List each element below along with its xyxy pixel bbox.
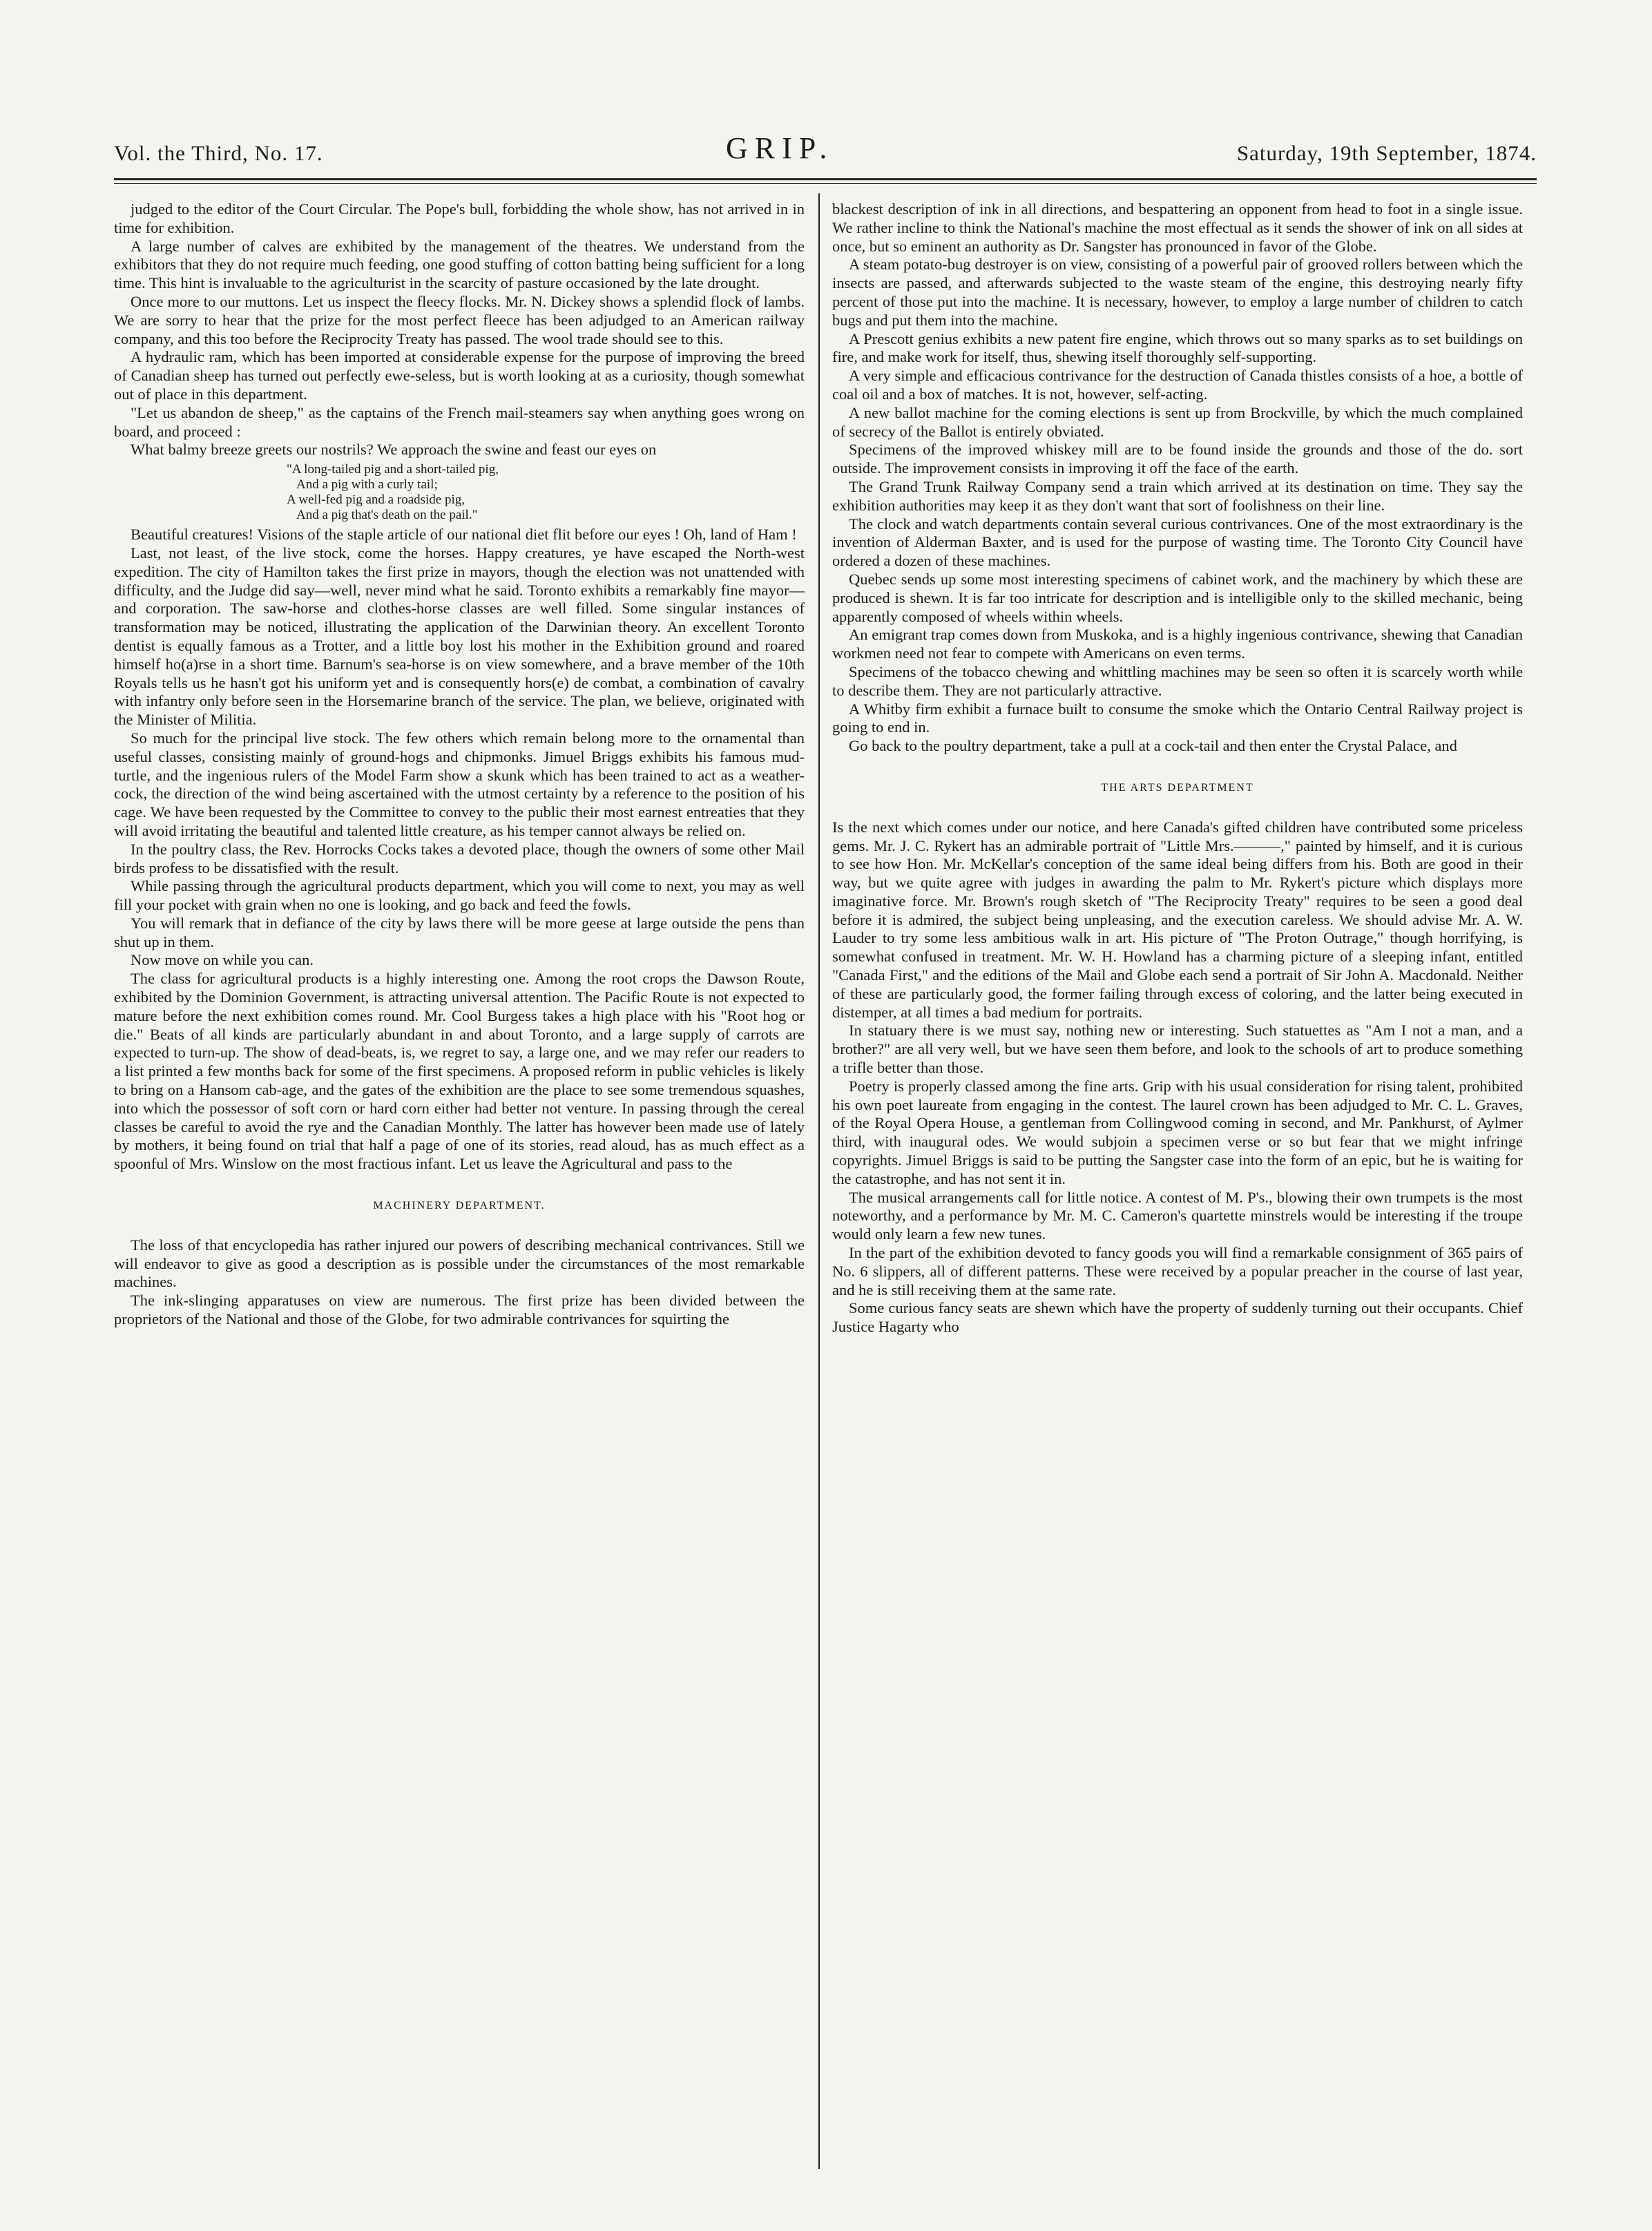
header-rule-thick [114, 178, 1537, 180]
paragraph: The loss of that encyclopedia has rather injured our powers of describing mechanical contrivances. Still we will endeavor to give as good a description as is possible under the circumstances of the most remarkable machines. [114, 1236, 805, 1291]
paragraph: Now move on while you can. [131, 951, 314, 969]
paragraph: Once more to our muttons. Let us inspect the fleecy flocks. Mr. N. Dickey shows a splendid flock of lambs. We are sorry to hear that the prize for the most perfect fleece has been adjudged to an American railway company, and this too before the Reciprocity Treaty has passed. The wool trade should see to this. [114, 292, 805, 347]
left-column [114, 200, 805, 2169]
column-divider [818, 193, 820, 2169]
paragraph: Poetry is properly classed among the fine arts. Grip with his usual consideration for rising talent, prohibited his own poet laureate from engaging in the contest. The laurel crown has been adjudged to Mr. C. L. Graves, of the Royal Opera House, a gentleman from Collingwood coming in second, and Mr. Pankhurst, of Aylmer third, with inaugural odes. We would subjoin a specimen verse or so but fear that we might infringe copyrights. Jimuel Briggs is said to be putting the Sangster case into the form of an epic, but he is waiting for the catastrophe, and has not sent it in. [832, 1077, 1523, 1187]
paragraph: Beautiful creatures! Visions of the staple article of our national diet flit before our eyes ! Oh, land of Ham ! [131, 526, 797, 544]
paragraph: A very simple and efficacious contrivance for the destruction of Canada thistles consists of a hoe, a bottle of coal oil and a box of matches. It is not, however, self-acting. [832, 367, 1523, 403]
publication-title: GRIP. [726, 131, 834, 165]
paragraph: A Prescott genius exhibits a new patent fire engine, which throws out so many sparks as to set buildings on fire, and make work for itself, thus, shewing itself thoroughly self-supporting. [832, 329, 1523, 366]
issue-date: Saturday, 19th September, 1874. [1236, 141, 1537, 165]
masthead [114, 124, 1537, 166]
paragraph: The musical arrangements call for little notice. A contest of M. P's., blowing their own trumpets is the most noteworthy, and a performance by Mr. M. C. Cameron's quartette minstrels would be interesting if the troupe would only learn a few new tunes. [832, 1188, 1523, 1243]
volume-number: Vol. the Third, No. 17. [114, 141, 323, 165]
paragraph: An emigrant trap comes down from Muskoka, and is a highly ingenious contrivance, shewing that Canadian workmen need not fear to compete with Americans on even terms. [832, 626, 1523, 662]
right-column [832, 200, 1523, 2169]
paragraph: In the part of the exhibition devoted to fancy goods you will find a remarkable consignment of 365 pairs of No. 6 slippers, all of different patterns. These were received by a popular preacher in the course of last year, and he is still receiving them at the same rate. [832, 1244, 1523, 1299]
paragraph: A steam potato-bug destroyer is on view, consisting of a powerful pair of grooved rollers between which the insects are passed, and afterwards subjected to the waste steam of the engine, this destroying nearly fifty percent of those put into the machine. It is necessary, however, to employ a large number of children to catch bugs and put them into the machine. [832, 256, 1523, 329]
paragraph: blackest description of ink in all directions, and bespattering an opponent from head to foot in a single issue. We rather incline to think the National's machine the most effectual as it sends the shower of ink on all sides at once, but so eminent an authority as Dr. Sangster has pronounced in favor of the Globe. [832, 200, 1523, 255]
paragraph: Some curious fancy seats are shewn which have the property of suddenly turning out their occupants. Chief Justice Hagarty who [832, 1299, 1523, 1336]
paragraph: While passing through the agricultural products department, which you will come to next, you may as well fill your pocket with grain when no one is looking, and go back and feed the fowls. [114, 877, 805, 914]
paragraph: A large number of calves are exhibited by the management of the theatres. We understand from the exhibitors that they do not require much feeding, one good stuffing of cotton batting being sufficient for a long time. This hint is invaluable to the agriculturist in the scarcity of pasture occasioned by the late drought. [114, 237, 805, 292]
paragraph: Specimens of the tobacco chewing and whittling machines may be seen so often it is scarcely worth while to describe them. They are not particularly attractive. [832, 662, 1523, 699]
paragraph: The class for agricultural products is a highly interesting one. Among the root crops the Dawson Route, exhibited by the Dominion Government, is attracting universal attention. The Pacific Route is not expected to mature before the next exhibition comes round. Mr. Cool Burgess takes a high place with his "Root hog or die." Beats of all kinds are particularly abundant in and about Toronto, and a large supply of carrots are expected to turn-up. The show of dead-beats, is, we regret to say, a large one, and we may refer our readers to a list printed a few months back for some of the first specimens. A proposed reform in public vehicles is likely to bring on a Hansom cab-age, and the gates of the exhibition are the place to see some tremendous squashes, into which the possessor of soft corn or hard corn either had better not venture. In passing through the cereal classes be careful to avoid the rye and the Canadian Monthly. The latter has however been made use of lately by mothers, it being found on trial that half a page of one of its stories, read aloud, has as much effect as a spoonful of Mrs. Winslow on the most fractious infant. Let us leave the Agricultural and pass to the [114, 970, 805, 1173]
paragraph: Quebec sends up some most interesting specimens of cabinet work, and the machinery by which these are produced is shewn. It is far too intricate for description and is intelligible only to the skilled mechanic, being apparently composed of wheels within wheels. [832, 570, 1523, 625]
verse-quote [287, 462, 805, 523]
paragraph: The ink-slinging apparatuses on view are numerous. The first prize has been divided between the proprietors of the National and those of the Globe, for two admirable contrivances for squirting the [114, 1292, 805, 1328]
paragraph: So much for the principal live stock. The few others which remain belong more to the ornamental than useful classes, consisting mainly of ground-hogs and chipmonks. Jimuel Briggs exhibits his famous mud-turtle, and the ingenious rulers of the Model Farm show a skunk which has been trained to act as a weather-cock, the direction of the wind being ascertained with the utmost certainty by a reference to the position of his cage. We have been requested by the Committee to convey to the public their most earnest entreaties that they will avoid irritating the beautiful and talented little creature, as his temper cannot always be relied on. [114, 729, 805, 839]
paragraph: Is the next which comes under our notice, and here Canada's gifted children have contributed some priceless gems. Mr. J. C. Rykert has an admirable portrait of "Little Mrs.———," painted by himself, and it is curious to see how Hon. Mr. McKellar's conception of the same ideal being differs from his. Both are good in their way, but we quite agree with judges in awarding the palm to Mr. Rykert's picture which displays more imaginative force. Mr. Brown's rough sketch of "The Reciprocity Treaty" requires to be seen a good deal before it is admired, the subject being unpleasing, and the execution careless. We should advise Mr. A. W. Lauder to try some less ambitious walk in art. His picture of "The Proton Outrage," though horrifying, is somewhat confused in treatment. Mr. W. H. Howland has a charming picture of a sleeping infant, entitled "Canada First," and the editions of the Mail and Globe each send a portrait of Sir John A. Macdonald. Neither of these are particularly good, the former failing through excess of coloring, and the latter being executed in distemper, at all times a bad medium for portraits. [832, 818, 1523, 1021]
paragraph: Last, not least, of the live stock, come the horses. Happy creatures, ye have escaped the North-west expedition. The city of Hamilton takes the first prize in mayors, though the election was not unattended with difficulty, and the Judge did say—well, never mind what he said. Toronto exhibits a remarkably fine mayor—and corporation. The saw-horse and clothes-horse classes are well filled. Some singular instances of transformation may be noticed, illustrating the application of the Darwinian theory. An excellent Toronto dentist is equally famous as a Trotter, and a little boy lost his mother in the Exhibition ground and roared himself ho(a)rse in a short time. Barnum's sea-horse is on view somewhere, and a brave member of the 10th Royals tells us he hasn't got his uniform yet and is consequently hors(e) de combat, a combination of cavalry with infantry only before seen in the Horsemarine branch of the service. The plan, we believe, originated with the Minister of Militia. [114, 544, 805, 729]
paragraph: A Whitby firm exhibit a furnace built to consume the smoke which the Ontario Central Railway project is going to end in. [832, 700, 1523, 736]
newspaper-page [114, 124, 1537, 2162]
paragraph: A hydraulic ram, which has been imported at considerable expense for the purpose of improving the breed of Canadian sheep has turned out perfectly ewe-seless, but is worth looking at as a curiosity, though somewhat out of place in this department. [114, 348, 805, 403]
paragraph: judged to the editor of the Court Circular. The Pope's bull, forbidding the whole show, has not arrived in in time for exhibition. [114, 200, 805, 236]
paragraph: The clock and watch departments contain several curious contrivances. One of the most extraordinary is the invention of Alderman Baxter, and is used for the purpose of wasting time. The Toronto City Council have ordered a dozen of these machines. [832, 515, 1523, 570]
paragraph: Go back to the poultry department, take a pull at a cock-tail and then enter the Crystal Palace, and [849, 737, 1457, 755]
verse-line: A well-fed pig and a roadside pig, [287, 492, 465, 508]
paragraph: What balmy breeze greets our nostrils? We approach the swine and feast our eyes on [131, 441, 657, 459]
paragraph: Specimens of the improved whiskey mill are to be found inside the grounds and those of the do. sort outside. The improvement consists in improving it off the face of the earth. [832, 441, 1523, 477]
section-heading-arts: THE ARTS DEPARTMENT [1101, 781, 1254, 794]
verse-line: "A long-tailed pig and a short-tailed pig, [287, 462, 499, 477]
verse-line: And a pig with a curly tail; [296, 477, 438, 492]
paragraph: In the poultry class, the Rev. Horrocks Cocks takes a devoted place, though the owners of some other Mail birds profess to be dissatisfied with the result. [114, 840, 805, 877]
header-rule-thin [114, 183, 1537, 184]
paragraph: The Grand Trunk Railway Company send a train which arrived at its destination on time. They say the exhibition authorities may keep it as they don't want that sort of foolishness on their line. [832, 477, 1523, 514]
paragraph: A new ballot machine for the coming elections is sent up from Brockville, by which the much complained of secrecy of the Ballot is entirely obviated. [832, 403, 1523, 440]
paragraph: In statuary there is we must say, nothing new or interesting. Such statuettes as "Am I not a man, and a brother?" are all very well, but we have seen them before, and look to the schools of art to produce something a trifle better than those. [832, 1022, 1523, 1077]
paragraph: You will remark that in defiance of the city by laws there will be more geese at large outside the pens than shut up in them. [114, 914, 805, 950]
verse-line: And a pig that's death on the pail." [296, 508, 478, 523]
section-heading-machinery: MACHINERY DEPARTMENT. [373, 1200, 546, 1212]
paragraph: "Let us abandon de sheep," as the captains of the French mail-steamers say when anything goes wrong on board, and proceed : [114, 403, 805, 440]
